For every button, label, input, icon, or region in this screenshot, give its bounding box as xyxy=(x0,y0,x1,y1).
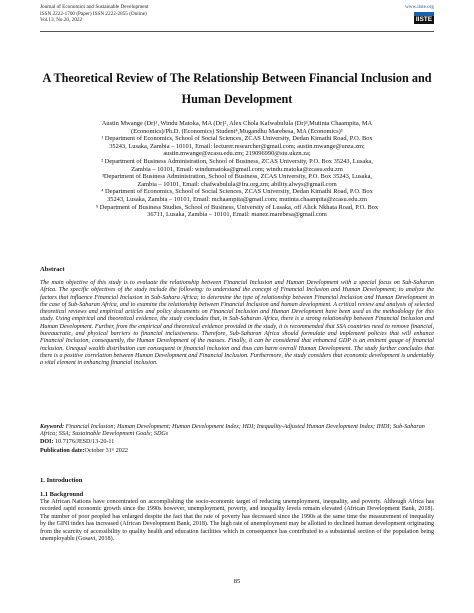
journal-url[interactable]: www.iiste.org xyxy=(405,4,434,10)
author-block xyxy=(44,120,430,219)
doi-label: DOI: xyxy=(40,439,54,445)
publication-date xyxy=(40,448,128,455)
journal-name: Journal of Economics and Sustainable Development xyxy=(40,4,149,10)
publication-value: October 31ˢᵗ 2022 xyxy=(84,448,128,454)
affiliation-line: 35243, Lusaka, Zambia – 10101, Email: lecturer.researcher@gmail.com; austin.mwange@unza.zm; xyxy=(109,142,365,150)
doi-line xyxy=(40,439,114,446)
affiliation-line: ² Department of Business Administration, School of Business, ZCAS University, P.O. Box 35243, Lusaka, xyxy=(101,157,373,165)
affiliation-line: Zambia – 10101, Email: windumatoka@gmail.com; windu.matoka@zcasu.edu.zm xyxy=(131,165,343,173)
affiliation-line: ⁵ Department of Business Studies, School of Business, University of Lusaka, off Alick Nkhata Road, P.O. Box xyxy=(95,203,379,211)
publication-label: Publication date: xyxy=(40,448,85,454)
affiliation-line: austin.mwange@zcasu.edu.zm; 219096990@stu.ukzn.za; xyxy=(163,150,311,158)
keywords xyxy=(40,424,434,439)
affiliation-line: Zambia – 10101, Email: chafwabulula@fra.org.zm; ability.alwys@gmail.com xyxy=(137,180,337,188)
section-heading: 1. Introduction xyxy=(40,477,83,484)
iiste-logo-icon: IISTE xyxy=(414,12,434,24)
header-divider xyxy=(40,31,434,32)
body-paragraph: The African Nations have concentrated on accomplishing the socio-economic target of reducing unemployment, inequality, and poverty. Although Africa has recorded rapid economic growth since the 1990s however, unemployment, poverty, and inequality levels remain elevated (African Development Bank, 2018). The number of poor peopled has enlarged despite the fact that the rate of poverty has decreased since the 1990s at the same time the measurement of inequality by the GINI index has increased (African Development Bank, 2018). The high rate of unemployment may be allotted to declined human development originating from the scarcity of accessibility to quality health and education facilities which in consequence has contributed to a substantial section of the population being unemployable (Gosavi, 2018). xyxy=(40,499,434,543)
page-number: 85 xyxy=(233,578,241,585)
journal-header xyxy=(40,4,148,24)
affiliation-line: 36711, Lusaka, Zambia – 10101, Email: manez.marebesa@gmail.com xyxy=(147,211,327,219)
author-line: (Economics)/Ph.D. (Economics) Student⁴,Mugandhu Marebesa, MA (Economics)⁵ xyxy=(131,127,343,135)
journal-volume: Vol.13, No.20, 2022 xyxy=(40,17,82,24)
keywords-label: Keyword: xyxy=(40,424,65,430)
journal-site xyxy=(405,4,434,26)
affiliation-line: ⁴ Department of Economics, School of Social Sciences, ZCAS University, Dedan Kimathi Road, P.O. Box xyxy=(101,188,373,196)
journal-issn: ISSN 2222-1700 (Paper) ISSN 2222-2855 (Online) xyxy=(40,10,147,17)
doi-value[interactable]: 10.7176/JESD/13-20-11 xyxy=(53,439,115,445)
affiliation-line: 35243, Lusaka, Zambia – 10101, Email: mchaampita@gmail.com; mutinta.chaampita@zcasu.edu.zm xyxy=(107,195,367,203)
keywords-text: Financial Inclusion; Human Development; Human Development Index; HDI; Inequality-Adjusted Human Development Index; IHDI; Sub-Saharan Africa; SSA; Sustainable Development Goals; SDGs xyxy=(40,424,425,438)
affiliation-line: ¹ Department of Economics, School of Social Sciences, ZCAS University, Dedan Kimathi Road, P.O. Box xyxy=(101,135,373,143)
affiliation-line: ³Department of Business Administration, School of Business, ZCAS University, P.O. Box 35243, Lusaka, xyxy=(101,173,373,181)
author-line: Austin Mwange (Dr)¹, Windu Matoka, MA (Dr)², Alex Chola Kafwabulula (Dr)³,Mutinta Chaampita, MA xyxy=(101,120,373,127)
paper-title: A Theoretical Review of The Relationship Between Financial Inclusion and Human Development xyxy=(42,71,432,106)
abstract-heading: Abstract xyxy=(40,266,65,273)
abstract-text: The main objective of this study is to evaluate the relationship between Financial Inclusion and Human Development with a special focus on Sub-Saharan Africa. The specific objectives of the study include the following: to understand the concept of Financial Inclusion and Human Development; to analyze the factors that influence Financial Inclusion in Sub-Sahara Africa; to determine the type of relationship between Financial Inclusion and Human Development in the case of Sub-Saharan Africa, and to examine the relationship between Financial Inclusion and human development. A critical review and analysis of selected theoretical reviews and empirical articles and policy documents on Financial Inclusion and Human Development have been used as the methodology for this study. Using empirical and theoretical evidence, the study concludes that, in Sub-Saharan Africa, there is a strong relationship between Financial Inclusion and Human Development. Further, from the empirical and theoretical evidence provided in the study, it is recommended that SSA countries need to remove financial, bureaucratic, and physical barriers to financial inclusiveness. Therefore, Sub-Saharan Africa should formulate and implement policies that will enhance Financial Inclusion, consequently, the Human Development of the masses. Finally, it can be considered that enhanced GDP is an eminent gauge of financial inclusion. Unequal wealth distribution can consequent in financial inclusion and thus can harm overall Human Development. The study further concludes that there is a positive correlation between Human Development and Financial Inclusion. Furthermore, the study considers that economic development is undeniably a vital element in enhancing financial inclusion. xyxy=(40,280,434,367)
subsection-heading: 1.1 Background xyxy=(40,491,84,498)
